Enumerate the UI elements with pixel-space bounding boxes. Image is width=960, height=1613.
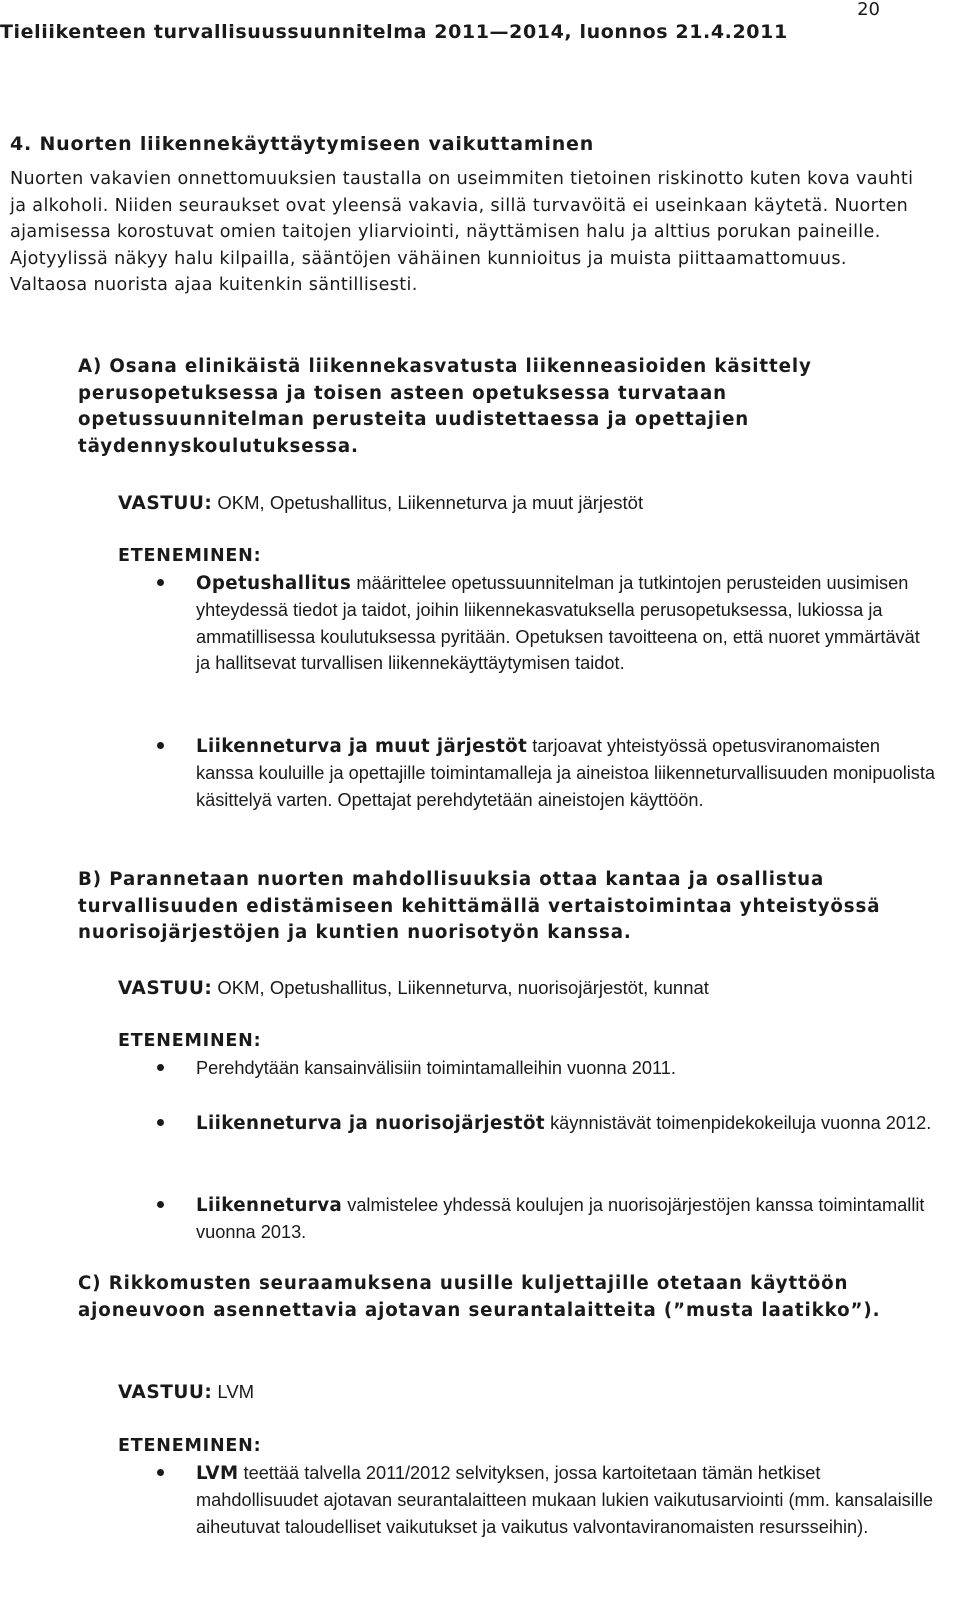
responsible-label: VASTUU: — [118, 978, 213, 999]
bullet-icon — [157, 1201, 164, 1208]
action-c-progress-label: ETENEMINEN: — [118, 1436, 262, 1456]
responsible-label: VASTUU: — [118, 493, 213, 514]
step-actor: Opetushallitus — [196, 573, 352, 594]
action-a-step-1 — [196, 570, 936, 677]
step-actor: Liikenneturva — [196, 1195, 343, 1216]
action-a-responsible — [118, 490, 643, 517]
bullet-icon — [157, 1469, 164, 1476]
step-actor: Liikenneturva ja muut järjestöt — [196, 736, 528, 757]
bullet-icon — [157, 1119, 164, 1126]
step-actor: LVM — [196, 1463, 239, 1484]
action-a-title: A) Osana elinikäistä liikennekasvatusta liikenneasioiden käsittely perusopetuksessa ja toisen asteen opetuksessa turvataan opetussuunnitelman perusteita uudistettaessa ja opettajien täydennyskoulutuksessa. — [78, 356, 812, 457]
responsible-label: VASTUU: — [118, 1382, 213, 1403]
action-b-step-3 — [196, 1192, 936, 1246]
action-c-title: C) Rikkomusten seuraamuksena uusille kuljettajille otetaan käyttöön ajoneuvoon asennettavia ajotavan seurantalaitteita (”musta laatikko”). — [78, 1273, 881, 1321]
step-text: tarjoavat yhteistyössä opetusviranomaisten kanssa kouluille ja opettajille toimintamalleja ja aineistoa liikenneturvallisuuden monipuolista käsittelyä varten. Opettajat perehdytetään aineistojen käyttöön. — [196, 736, 936, 810]
action-c-responsible — [118, 1379, 254, 1406]
step-text: teettää talvella 2011/2012 selvityksen, jossa kartoitetaan tämän hetkiset mahdollisuudet ajotavan seurantalaitteen mukaan lukien vaikutusarviointi (mm. kansalaisille aiheutuvat taloudelliset vaikutukset ja vaikutus valvontaviranomaisten resursseihin). — [196, 1463, 933, 1537]
action-a-step-2 — [196, 733, 936, 813]
responsible-value: OKM, Opetushallitus, Liikenneturva ja muut järjestöt — [217, 492, 644, 513]
page-number: 20 — [857, 0, 880, 20]
action-a-progress-label: ETENEMINEN: — [118, 546, 262, 566]
step-text: Perehdytään kansainvälisiin toimintamalleihin vuonna 2011. — [196, 1058, 676, 1078]
section-intro: Nuorten vakavien onnettomuuksien taustalla on useimmiten tietoinen riskinotto kuten kova vauhti ja alkoholi. Niiden seuraukset ovat yleensä vakavia, sillä turvavöitä ei useinkaan käytetä. Nuorten ajamisessa korostuvat omien taitojen yliarviointi, näyttämisen halu ja alttius porukan paineille. Ajotyylissä näkyy halu kilpailla, sääntöjen vähäinen kunnioitus ja muista piittaamattomuus. Valtaosa nuorista ajaa kuitenkin säntillisesti. — [10, 169, 914, 296]
action-b-progress-label: ETENEMINEN: — [118, 1031, 262, 1051]
step-text: määrittelee opetussuunnitelman ja tutkintojen perusteiden uusimisen yhteydessä tiedot ja taidot, joihin liikennekasvatuksella perusopetuksessa, lukiossa ja ammatillisessa koulutuksessa pyritään. Opetuksen tavoitteena on, että nuoret ymmärtävät ja hallitsevat turvallisen liikennekäyttäytymisen taidot. — [196, 573, 920, 674]
step-text: valmistelee yhdessä koulujen ja nuorisojärjestöjen kanssa toimintamallit vuonna 2013. — [196, 1195, 925, 1243]
responsible-value: LVM — [217, 1381, 255, 1402]
section-heading: 4. Nuorten liikennekäyttäytymiseen vaikuttaminen — [10, 133, 595, 155]
bullet-icon — [157, 1064, 164, 1071]
bullet-icon — [157, 579, 164, 586]
step-text: käynnistävät toimenpidekokeiluja vuonna 2012. — [545, 1113, 932, 1133]
action-c-step-1 — [196, 1460, 936, 1540]
action-b-step-2 — [196, 1110, 936, 1137]
action-b-step-1 — [196, 1055, 936, 1082]
step-actor: Liikenneturva ja nuorisojärjestöt — [196, 1113, 546, 1134]
responsible-value: OKM, Opetushallitus, Liikenneturva, nuorisojärjestöt, kunnat — [217, 977, 709, 998]
bullet-icon — [157, 742, 164, 749]
action-b-responsible — [118, 975, 709, 1002]
action-b-title: B) Parannetaan nuorten mahdollisuuksia ottaa kantaa ja osallistua turvallisuuden edistämiseen kehittämällä vertaistoimintaa yhteistyössä nuorisojärjestöjen ja kuntien nuorisotyön kanssa. — [78, 869, 881, 943]
document-header: Tieliikenteen turvallisuussuunnitelma 2011—2014, luonnos 21.4.2011 — [0, 21, 788, 43]
